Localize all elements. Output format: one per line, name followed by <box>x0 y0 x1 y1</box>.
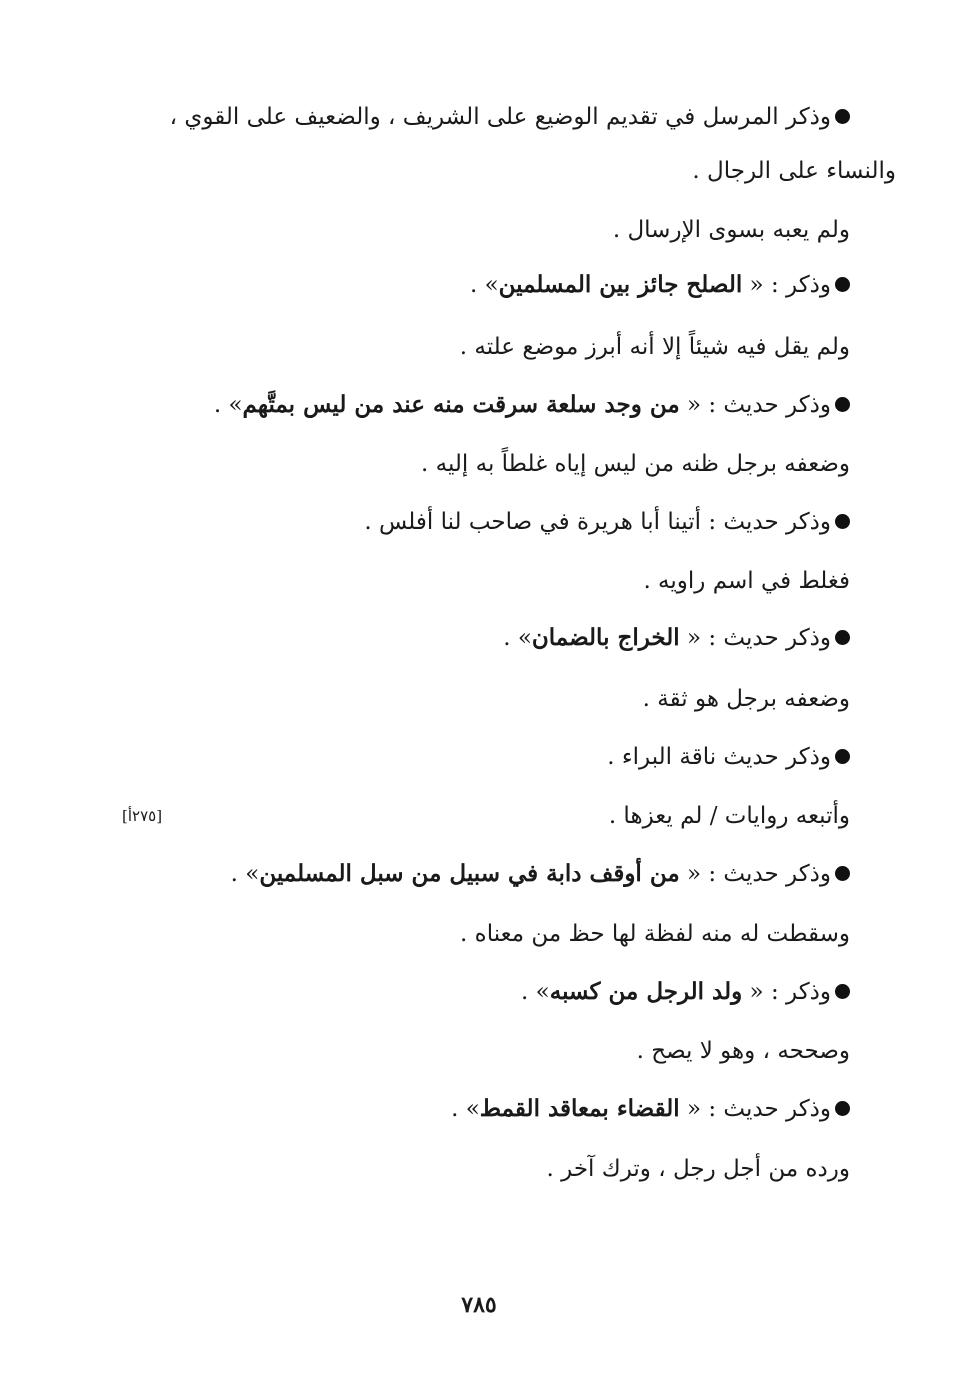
line-text: وضعفه برجل هو ثقة . <box>642 686 850 712</box>
hadith-quote: ولد الرجل من كسبه <box>549 978 743 1005</box>
bullet-line <box>231 857 850 891</box>
line-text: وضعفه برجل ظنه من ليس إياه غلطاً به إليه . <box>421 451 850 477</box>
line-text: » . <box>469 272 499 298</box>
line-text: وصححه ، وهو لا يصح . <box>636 1038 850 1064</box>
text-line <box>460 330 850 364</box>
line-text: » . <box>213 392 243 418</box>
line-text: ولم يعبه بسوى الإرسال . <box>612 217 850 243</box>
bullet-icon <box>835 866 850 881</box>
line-text: وذكر : « <box>742 979 831 1005</box>
line-text: وذكر حديث : « <box>679 861 831 887</box>
bullet-line <box>470 268 850 302</box>
line-text: ولم يقل فيه شيئاً إلا أنه أبرز موضع علته . <box>459 334 850 360</box>
text-line <box>643 682 850 716</box>
bullet-icon <box>835 514 850 529</box>
line-text: وسقطت له منه لفظة لها حظ من معناه . <box>460 921 850 947</box>
line-text: وأتبعه روايات / لم يعزها . <box>608 803 850 829</box>
line-text: والنساء على الرجال . <box>692 158 896 184</box>
bullet-line <box>170 100 850 134</box>
text-line <box>547 1152 850 1186</box>
line-text: وذكر المرسل في تقديم الوضيع على الشريف ، والضعيف على القوي ، <box>169 104 831 130</box>
text-line <box>692 154 896 188</box>
line-text: وذكر حديث : « <box>679 625 831 651</box>
line-text: وذكر حديث : « <box>679 392 831 418</box>
line-text: » . <box>521 979 550 1005</box>
bullet-line <box>503 621 850 655</box>
hadith-quote: القضاء بمعاقد القمط <box>479 1095 680 1122</box>
bullet-line <box>521 975 850 1009</box>
line-text: ورده من أجل رجل ، وترك آخر . <box>546 1156 850 1182</box>
bullet-line <box>364 505 850 539</box>
bullet-icon <box>835 397 850 412</box>
text-line <box>613 213 850 247</box>
line-text: فغلط في اسم راويه . <box>643 568 850 594</box>
bullet-icon <box>835 277 850 292</box>
line-text: وذكر حديث ناقة البراء . <box>607 744 831 770</box>
bullet-icon <box>835 984 850 999</box>
line-text: » . <box>503 625 532 651</box>
line-text: وذكر حديث : « <box>679 1096 831 1122</box>
text-line <box>609 799 850 833</box>
line-text: وذكر : « <box>742 272 831 298</box>
bullet-line <box>607 740 850 774</box>
text-line <box>637 1034 850 1068</box>
hadith-quote: الخراج بالضمان <box>531 624 680 651</box>
hadith-quote: من وجد سلعة سرقت منه عند من ليس بمتَّهم <box>242 391 680 418</box>
bullet-icon <box>835 109 850 124</box>
text-line <box>421 447 850 481</box>
manuscript-folio-note: [٢٧٥أ] <box>122 807 163 825</box>
line-text: » . <box>230 861 260 887</box>
page-number: ٧٨٥ <box>461 1292 497 1318</box>
bullet-line <box>451 1092 850 1126</box>
text-line <box>643 564 850 598</box>
text-line <box>460 917 850 951</box>
bullet-icon <box>835 749 850 764</box>
hadith-quote: الصلح جائز بين المسلمين <box>498 271 743 298</box>
bullet-icon <box>835 630 850 645</box>
line-text: » . <box>451 1096 480 1122</box>
bullet-line <box>214 388 850 422</box>
bullet-icon <box>835 1101 850 1116</box>
hadith-quote: من أوقف دابة في سبيل من سبل المسلمين <box>259 860 680 887</box>
line-text: وذكر حديث : أتينا أبا هريرة في صاحب لنا أفلس . <box>364 509 831 535</box>
